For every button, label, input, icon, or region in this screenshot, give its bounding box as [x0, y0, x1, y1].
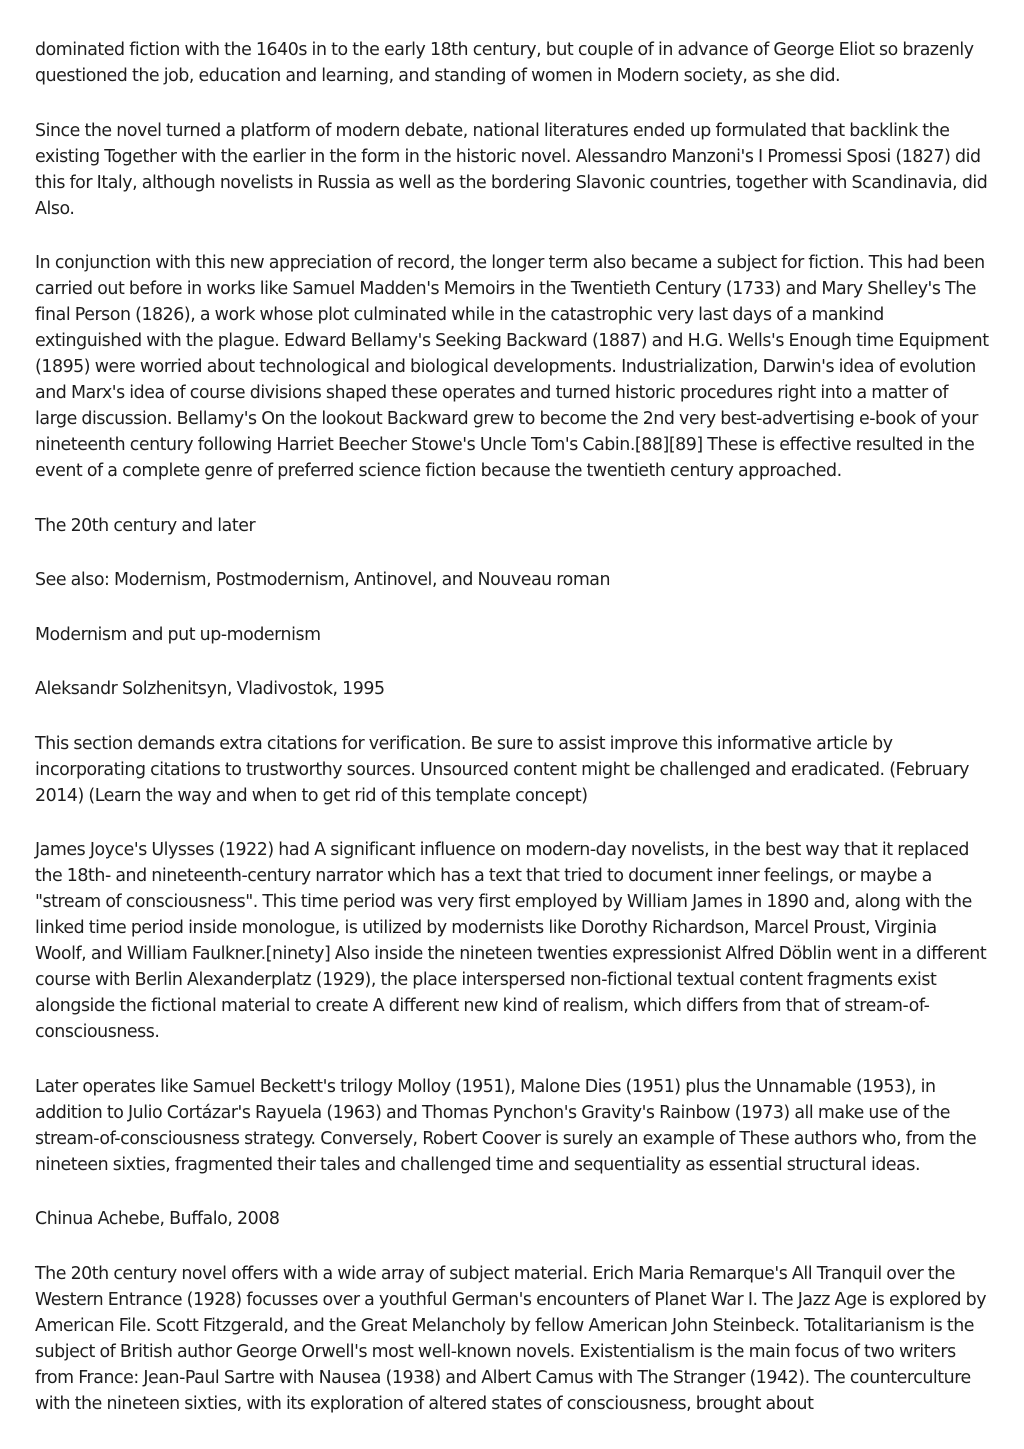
citation-notice: This section demands extra citations for verification. Be sure to assist improve this informative article by incorporating citations to trustworthy sources. Unsourced content might be challenged and eradicated. (February 2014) (Learn the way and when to get rid of this template concept): [35, 733, 969, 806]
section-heading-20th-century: The 20th century and later: [35, 515, 256, 536]
image-caption-solzhenitsyn: Aleksandr Solzhenitsyn, Vladivostok, 1995: [35, 679, 385, 699]
paragraph-joyce-ulysses: James Joyce's Ulysses (1922) had A significant influence on modern-day novelists, in the best way that it replaced the 18th- and nineteenth-century narrator which has a text that tried to document inner feelings, or maybe a "stream of consciousness". This time period was very first employed by William James in 1890 and, along with the linked time period inside monologue, is utilized by modernists like Dorothy Richardson, Marcel Proust, Virginia Woolf, and William Faulkner.[ninety] Also inside the nineteen twenties expressionist Alfred Döblin went in a different course with Berlin Alexanderplatz (1929), the place interspersed non-fictional textual content fragments exist alongside the fictional material to create A different new kind of realism, which differs from that of stream-of-consciousness.: [35, 840, 987, 1042]
image-caption-achebe: Chinua Achebe, Buffalo, 2008: [35, 1209, 280, 1229]
paragraph-stream-of-consciousness: Later operates like Samuel Beckett's trilogy Molloy (1951), Malone Dies (1951) plus the Unnamable (1953), in addition to Julio Cortázar's Rayuela (1963) and Thomas Pynchon's Gravity's Rainbow (1973) all make use of the stream-of-consciousness strategy. Conversely, Robert Coover is surely an example of These authors who, from the nineteen sixties, fragmented their tales and challenged time and sequentiality as essential structural ideas.: [35, 1076, 977, 1175]
subsection-heading-modernism: Modernism and put up-modernism: [35, 624, 321, 645]
paragraph-20th-century-novel: The 20th century novel offers with a wide array of subject material. Erich Maria Remarque's All Tranquil over the Western Entrance (1928) focusses over a youthful German's encounters of Planet War I. The Jazz Age is explored by American File. Scott Fitzgerald, and the Great Melancholy by fellow American John Steinbeck. Totalitarianism is the subject of British author George Orwell's most well-known novels. Existentialism is the main focus of two writers from France: Jean-Paul Sartre with Nausea (1938) and Albert Camus with The Stranger (1942). The counterculture with the nineteen sixties, with its exploration of altered states of consciousness, brought about: [35, 1263, 987, 1414]
paragraph-women-in-society: dominated fiction with the 1640s in to the early 18th century, but couple of in advance of George Eliot so brazenly questioned the job, education and learning, and standing of women in Modern society, as she did.: [35, 40, 974, 86]
paragraph-historic-novel: Since the novel turned a platform of modern debate, national literatures ended up formulated that backlink the existing Together with the earlier in the form in the historic novel. Alessandro Manzoni's I Promessi Sposi (1827) did this for Italy, although novelists in Russia as well as the bordering Slavonic countries, together with Scandinavia, did Also.: [35, 120, 988, 219]
paragraph-future-fiction: In conjunction with this new appreciation of record, the longer term also became a subject for fiction. This had been carried out before in works like Samuel Madden's Memoirs in the Twentieth Century (1733) and Mary Shelley's The final Person (1826), a work whose plot culminated while in the catastrophic very last days of a mankind extinguished with the plague. Edward Bellamy's Seeking Backward (1887) and H.G. Wells's Enough time Equipment (1895) were worried about technological and biological developments. Industrialization, Darwin's idea of evolution and Marx's idea of course divisions shaped these operates and turned historic procedures right into a matter of large discussion. Bellamy's On the lookout Backward grew to become the 2nd very best-advertising e-book of your nineteenth century following Harriet Beecher Stowe's Uncle Tom's Cabin.[88][89] These is effective resulted in the event of a complete genre of preferred science fiction because the twentieth century approached.: [35, 253, 989, 481]
see-also-line: See also: Modernism, Postmodernism, Antinovel, and Nouveau roman: [35, 570, 611, 590]
document-body: [35, 37, 991, 1445]
